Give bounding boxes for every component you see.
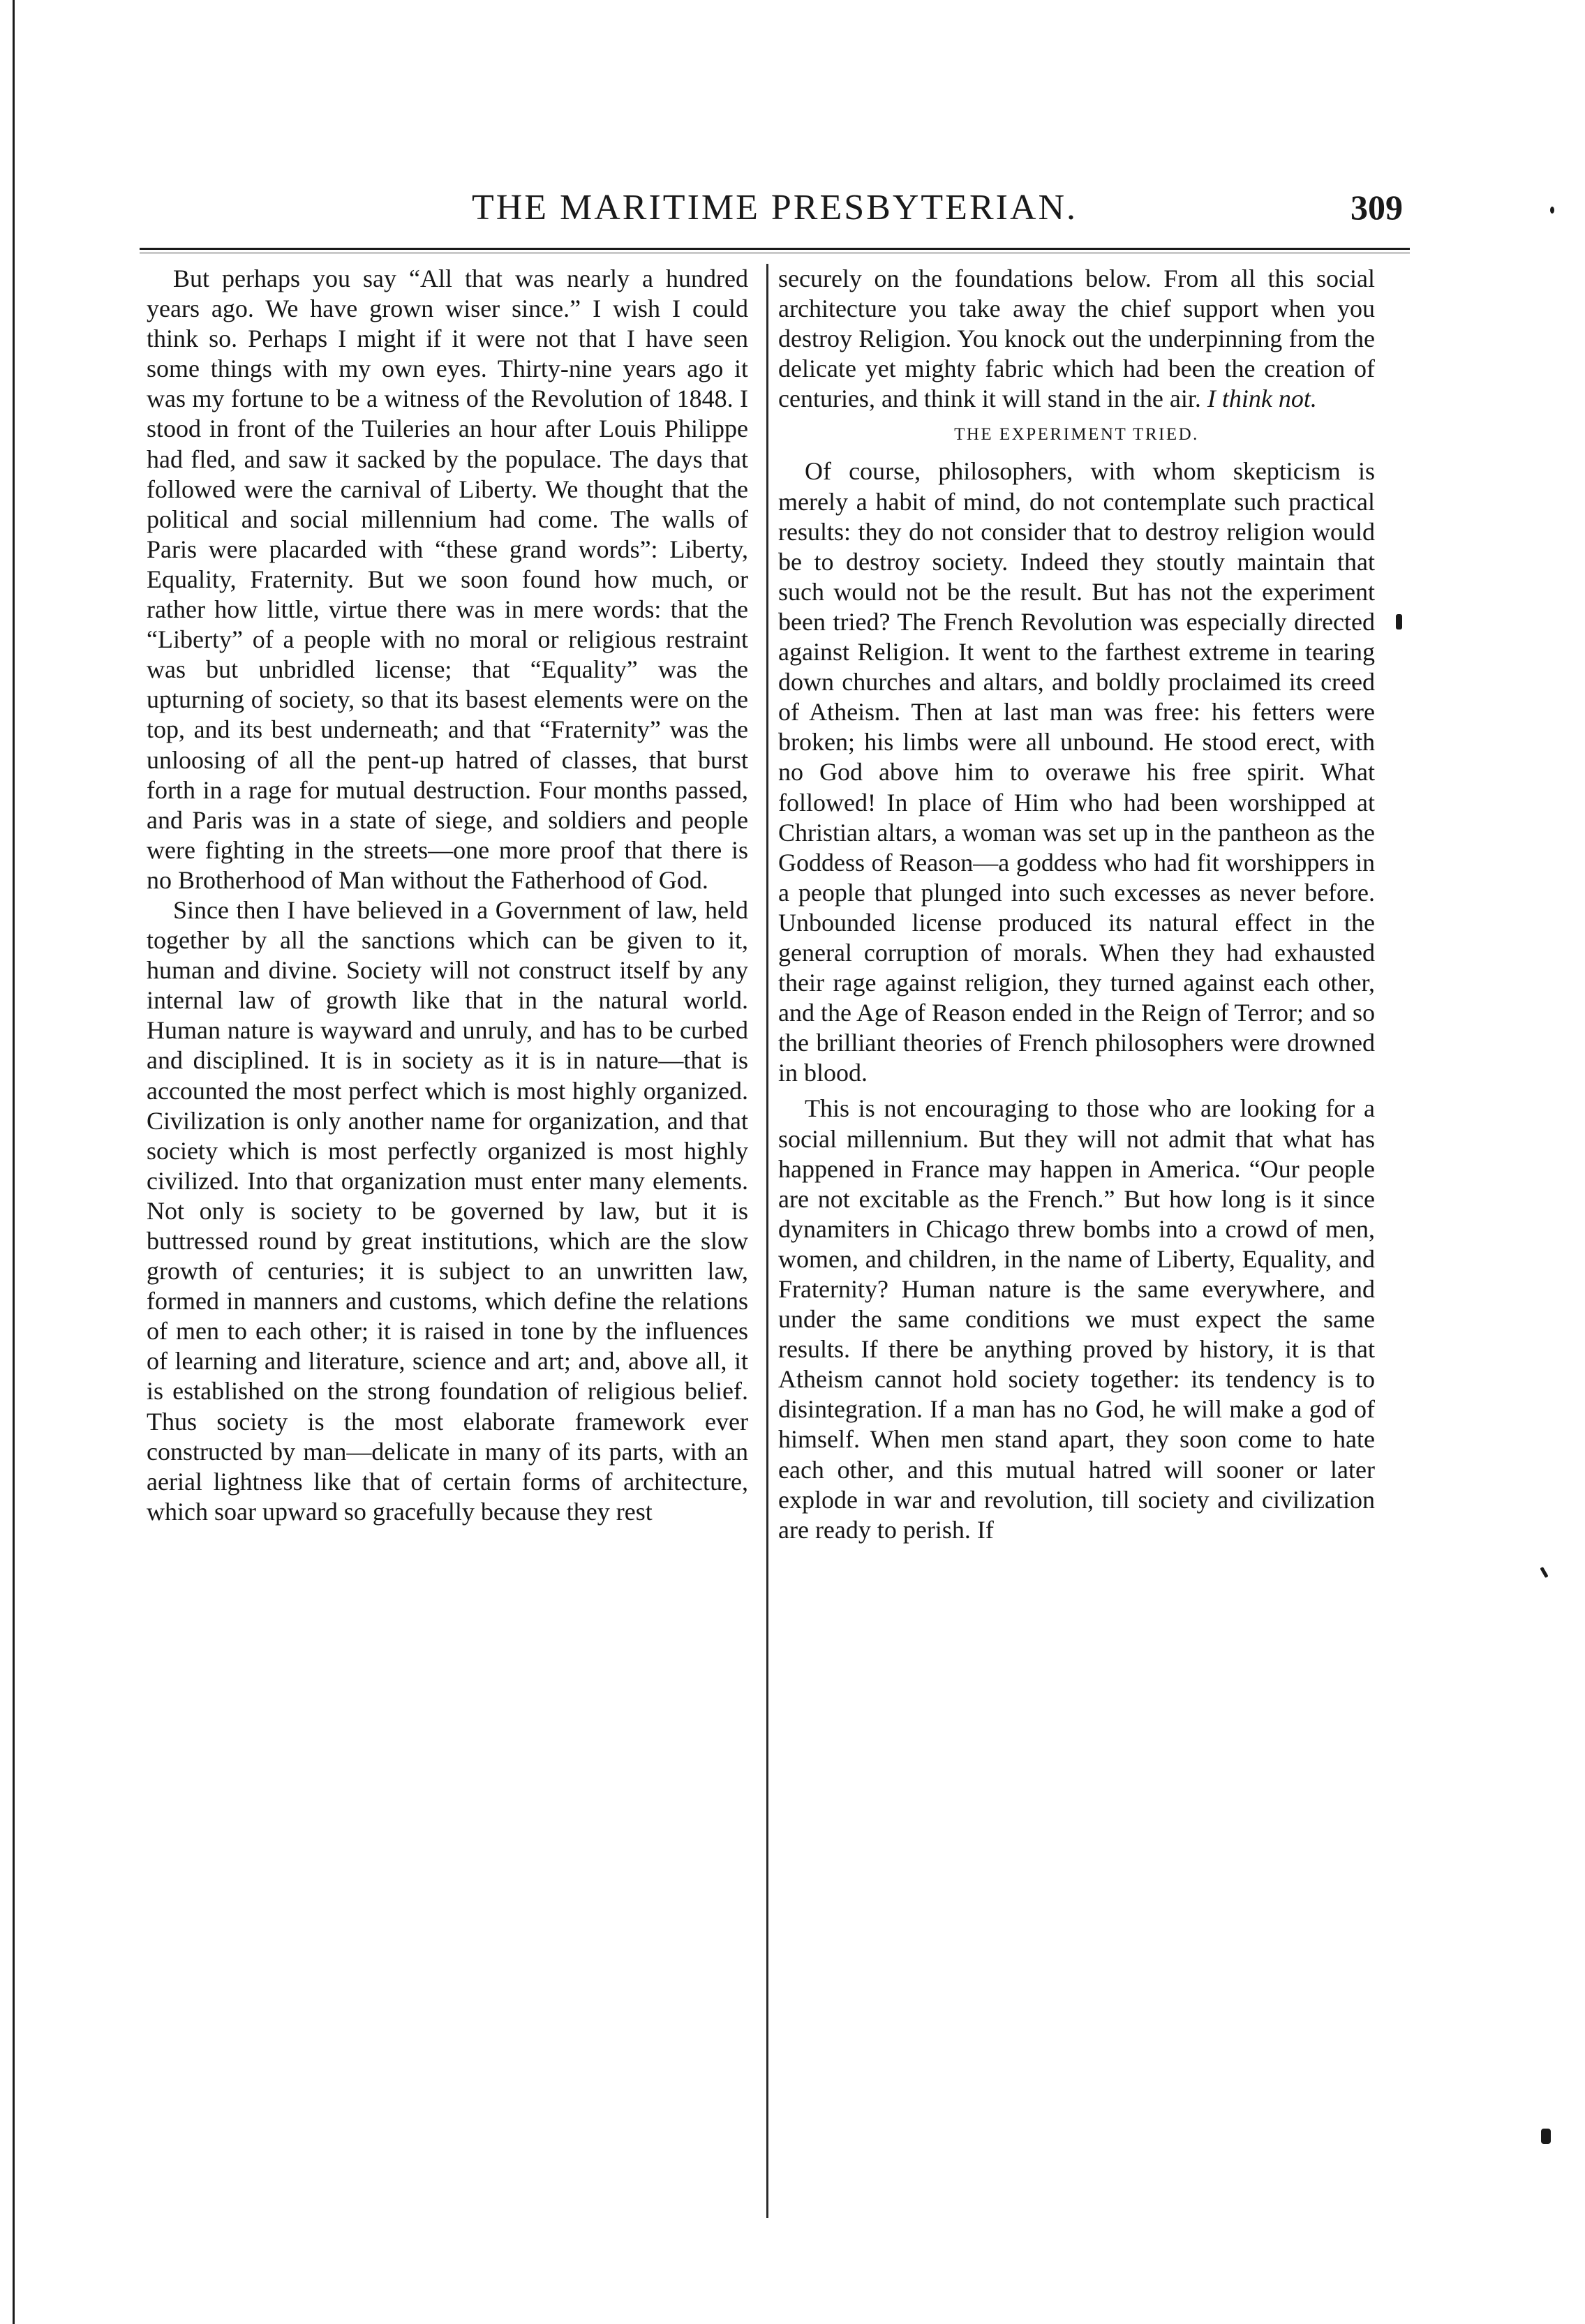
paragraph: But perhaps you say “All that was nearly a hundred years ago. We have grown wiser since.” I wish I could think so. Perhaps I might if it were not that I have seen some things with my own eyes. Thirty-nine years ago it was my fortune to be a witness of the Revolution of 1848. I stood in front of the Tuileries an hour after Louis Philippe had fled, and saw it sacked by the populace. The days that followed were the carnival of Liberty. We thought that the political and social millennium had come. The walls of Paris were placarded with “these grand words”: Liberty, Equality, Fraternity. But we soon found how much, or rather how little, virtue there was in mere words: that the “Liberty” of a people with no moral or religious restraint was but unbridled license; that “Equality” was the upturning of society, so that its basest elements were on the top, and its best underneath; and that “Fraternity” was the unloosing of all the pent-up hatred of classes, that burst forth in a rage for mutual destruction. Four months passed, and Paris was in a state of siege, and soldiers and people were fighting in the streets—one more proof that there is no Brotherhood of Man without the Fatherhood of God. [147, 265, 748, 894]
emphasis-text: I think not. [1207, 385, 1317, 413]
page-number: 309 [1350, 188, 1403, 227]
paragraph-continued [778, 264, 1375, 414]
journal-title: THE MARITIME PRESBYTERIAN. [471, 188, 1078, 228]
left-column [147, 264, 748, 1527]
paragraph-text: securely on the foundations below. From all this social architecture you take away the chief support when you destroy Religion. You knock out the underpinning from the delicate yet mighty fabric which had been the creation of centuries, and think it will stand in the air. [778, 265, 1375, 413]
paragraph: Since then I have believed in a Government of law, held together by all the sanctions which can be given to it, human and divine. Society will not construct itself by any internal law of growth like that in the natural world. Human nature is wayward and unruly, and has to be curbed and disciplined. It is in society as it is in nature—that is accounted the most perfect which is most highly organized. Civilization is only another name for organization, and that society which is most perfectly organized is most highly civilized. Into that organization must enter many elements. Not only is society to be governed by law, but it is buttressed round by great institutions, which are the slow growth of centuries; it is subject to an unwritten law, formed in manners and customs, which define the relations of men to each other; it is raised in tone by the influences of learning and literature, science and art; and, above all, it is established on the strong foundation of religious belief. Thus society is the most elaborate framework ever constructed by man—delicate in many of its parts, with an aerial lightness like that of certain forms of architecture, which soar upward so gracefully because they rest [147, 895, 748, 1526]
ink-mark [1541, 2129, 1551, 2144]
running-header [140, 187, 1410, 250]
section-heading: THE EXPERIMENT TRIED. [954, 425, 1199, 445]
header-rule [140, 248, 1410, 250]
ink-mark [1396, 614, 1402, 630]
paragraph: Of course, philosophers, with whom skepticism is merely a habit of mind, do not contemplate such practical results: they do not consider that to destroy religion would be to destroy society. Indeed they stoutly maintain that such would not be the result. But has not the experiment been tried? The French Revolution was especially directed against Religion. It went to the farthest extreme in tearing down churches and altars, and boldly proclaimed its creed of Atheism. Then at last man was free: his fetters were broken; his limbs were all unbound. He stood erect, with no God above him to overawe his free spirit. What followed! In place of Him who had been worshipped at Christian altars, a woman was set up in the pantheon as the Goddess of Reason—a goddess who had fit worshippers in a people that plunged into such excesses as never before. Unbounded license produced its natural effect in the general corruption of morals. When they had exhausted their rage against religion, they turned against each other, and the Age of Reason ended in the Reign of Terror; and so the brilliant theories of French philosophers were drowned in blood. [778, 457, 1375, 1087]
ink-mark [1550, 207, 1554, 214]
right-column [778, 264, 1375, 1545]
paragraph: This is not encouraging to those who are looking for a social millennium. But they will not admit that what has happened in France may happen in America. “Our people are not excitable as the French.” But how long is it since dynamiters in Chicago threw bombs into a crowd of men, women, and children, in the name of Liberty, Equality, and Fraternity? Human nature is the same everywhere, and under the same conditions we must expect the same results. If there be anything proved by history, it is that Atheism cannot hold society together: its tendency is to disintegration. If a man has no God, he will make a god of himself. When men stand apart, they soon come to hate each other, and this mutual hatred will sooner or later explode in war and revolution, till society and civilization are ready to perish. If [778, 1094, 1375, 1544]
binding-edge-rule [13, 0, 15, 2324]
paragraph-spacer [778, 1088, 1375, 1094]
ink-mark [1540, 1567, 1548, 1578]
column-divider [766, 264, 768, 2218]
